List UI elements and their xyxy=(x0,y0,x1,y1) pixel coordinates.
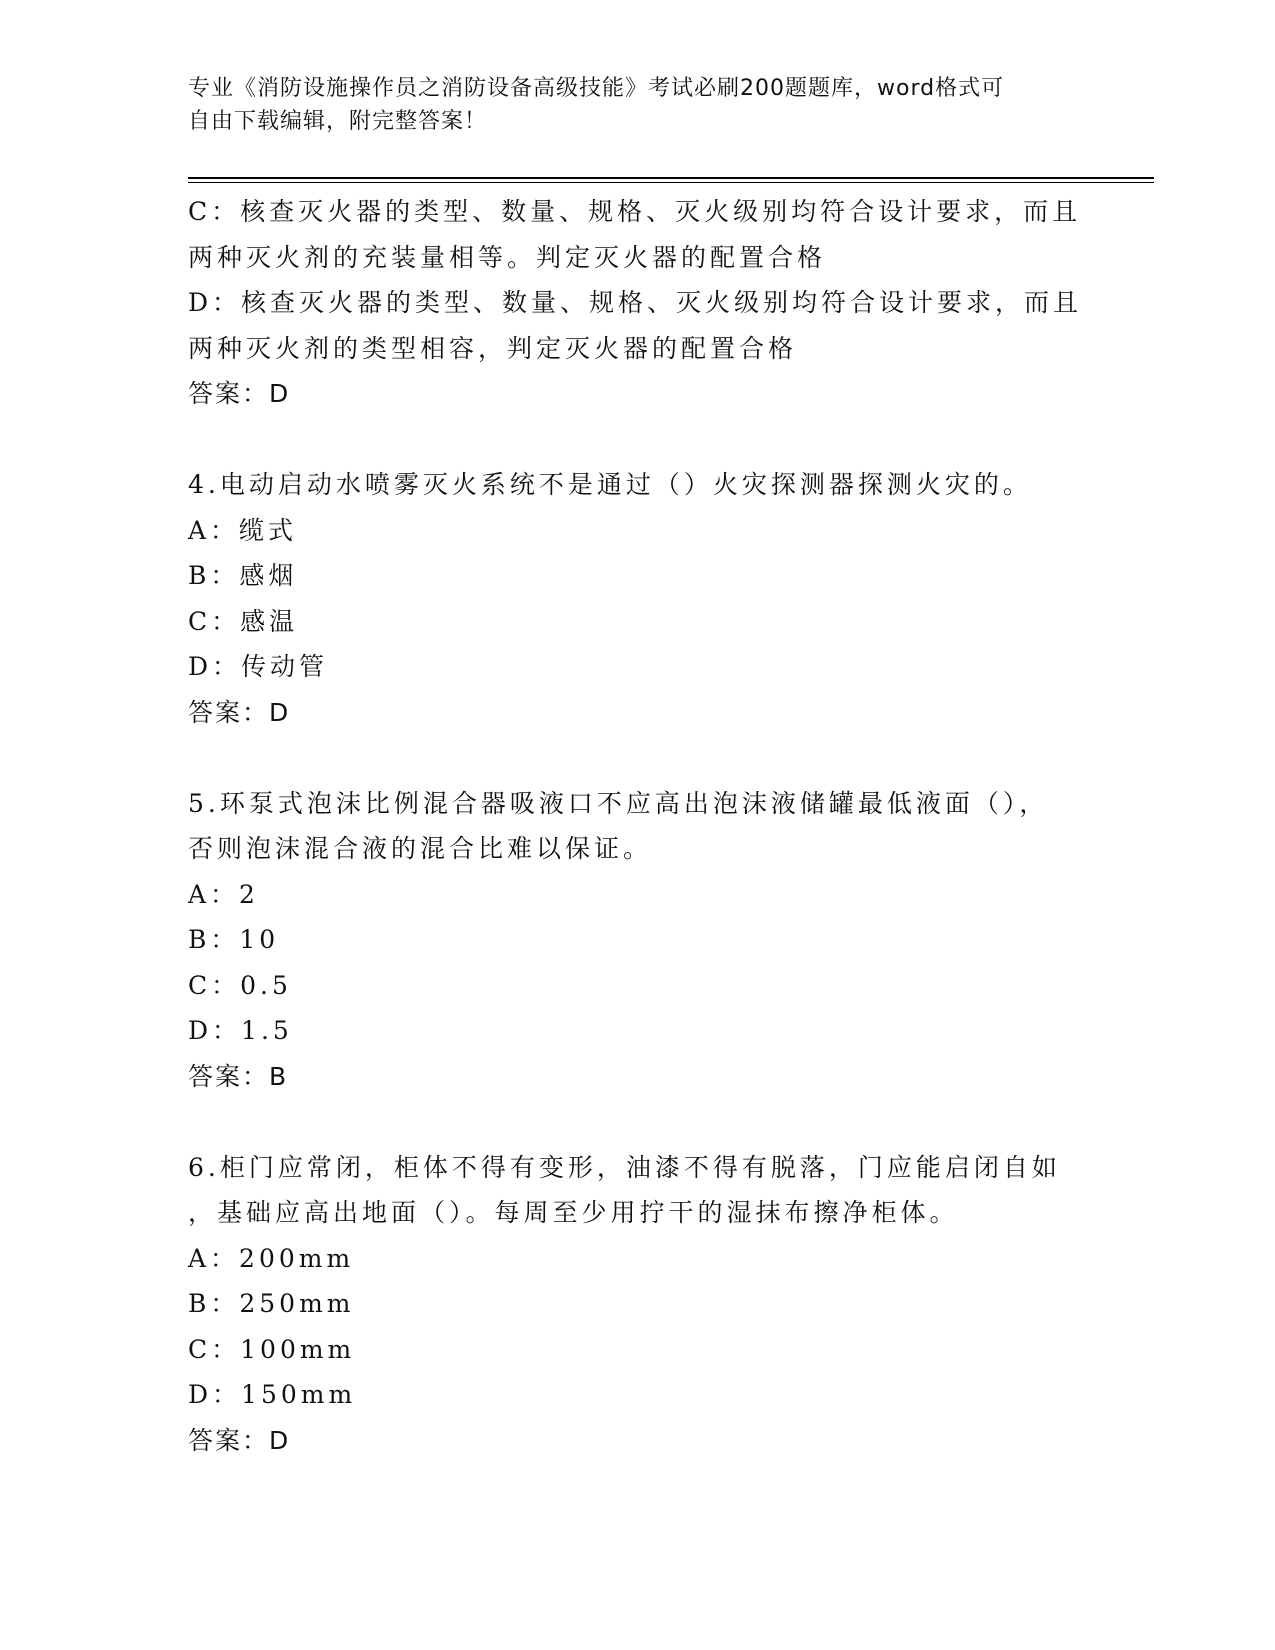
option-c-line-2: 两种灭火剂的充装量相等。判定灭火器的配置合格 xyxy=(188,242,827,272)
option-a: A：缆式 xyxy=(188,515,298,545)
option-a: A：2 xyxy=(188,879,259,909)
option-b: B：感烟 xyxy=(188,561,298,590)
option-d: D：150mm xyxy=(188,1380,357,1409)
answer: 答案：B xyxy=(188,1061,289,1091)
option-c: C：100mm xyxy=(188,1334,356,1364)
question-5 xyxy=(188,781,1088,1100)
question-stem-line-1: 5.环泵式泡沫比例混合器吸液口不应高出泡沫液储罐最低液面（）， xyxy=(188,788,1049,818)
question-stem-line-1: 6.柜门应常闭，柜体不得有变形，油漆不得有脱落，门应能启闭自如 xyxy=(188,1152,1061,1182)
answer: 答案：D xyxy=(188,1425,291,1455)
question-3-tail xyxy=(188,189,1088,417)
question-6 xyxy=(188,1145,1088,1464)
option-d: D：1.5 xyxy=(188,1016,293,1045)
spacer xyxy=(188,735,1088,781)
question-stem-line-2: 否则泡沫混合液的混合比难以保证。 xyxy=(188,834,653,863)
option-c: C：0.5 xyxy=(188,970,292,1000)
spacer xyxy=(188,417,1088,463)
header-divider-thick xyxy=(188,177,1154,179)
header-divider-thin xyxy=(188,182,1154,183)
option-c-line-1: C：核查灭火器的类型、数量、规格、灭火级别均符合设计要求，而且 xyxy=(188,197,1082,226)
option-b: B：250mm xyxy=(188,1289,355,1318)
spacer xyxy=(188,1099,1088,1145)
answer: 答案：D xyxy=(188,697,291,727)
document-header xyxy=(188,72,1088,138)
question-list xyxy=(188,189,1088,1463)
option-c: C：感温 xyxy=(188,606,299,636)
option-d: D：传动管 xyxy=(188,652,329,681)
question-stem: 4.电动启动水喷雾灭火系统不是通过（）火灾探测器探测火灾的。 xyxy=(188,470,1032,499)
option-a: A：200mm xyxy=(188,1243,355,1273)
header-title-line-2: 自由下载编辑，附完整答案！ xyxy=(188,109,488,134)
header-title-line-1: 专业《消防设施操作员之消防设备高级技能》考试必刷200题题库，word格式可 xyxy=(188,76,1005,101)
answer: 答案：D xyxy=(188,379,291,408)
question-stem-line-2: ，基础应高出地面（）。每周至少用拧干的湿抹布擦净柜体。 xyxy=(188,1198,959,1227)
question-4 xyxy=(188,462,1088,735)
option-d-line-2: 两种灭火剂的类型相容，判定灭火器的配置合格 xyxy=(188,333,798,363)
option-b: B：10 xyxy=(188,925,280,954)
option-d-line-1: D：核查灭火器的类型、数量、规格、灭火级别均符合设计要求，而且 xyxy=(188,288,1083,317)
